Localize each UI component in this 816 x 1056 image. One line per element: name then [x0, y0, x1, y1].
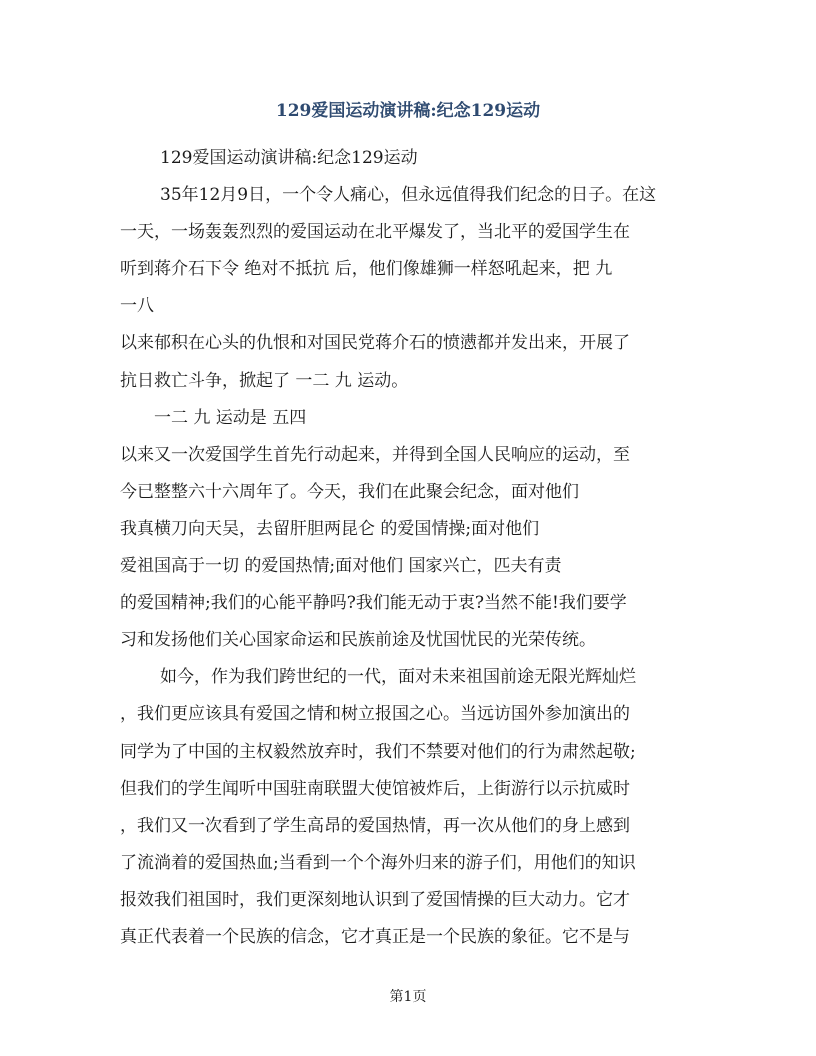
body-line: 了流淌着的爱国热血;当看到一个个海外归来的游子们，用他们的知识: [120, 852, 636, 873]
body-line: 35年12月9日，一个令人痛心，但永远值得我们纪念的日子。在这: [160, 185, 657, 206]
page-number: 第1页: [389, 989, 427, 1005]
body-line: 一天，一场轰轰烈烈的爱国运动在北平爆发了，当北平的爱国学生在: [120, 222, 630, 243]
body-line: ，我们又一次看到了学生高昂的爱国热情，再一次从他们的身上感到: [120, 815, 630, 836]
body-line: 报效我们祖国时，我们更深刻地认识到了爱国情操的巨大动力。它才: [120, 889, 630, 910]
body-line: 一八: [120, 296, 154, 317]
body-line: 以来又一次爱国学生首先行动起来，并得到全国人民响应的运动，至: [120, 444, 630, 465]
body-line: 以来郁积在心头的仇恨和对国民党蒋介石的愤懑都并发出来，开展了: [120, 333, 630, 354]
body-line: 如今，作为我们跨世纪的一代，面对未来祖国前途无限光辉灿烂: [160, 667, 636, 688]
body-line: 习和发扬他们关心国家命运和民族前途及忧国忧民的光荣传统。: [120, 630, 596, 651]
body-line: 129爱国运动演讲稿:纪念129运动: [160, 148, 418, 168]
body-line: 听到蒋介石下令 绝对不抵抗 后，他们像雄狮一样怒吼起来，把 九: [120, 259, 613, 280]
body-line: ，我们更应该具有爱国之情和树立报国之心。当远访国外参加演出的: [120, 704, 630, 725]
body-line: 真正代表着一个民族的信念，它才真正是一个民族的象征。它不是与: [120, 926, 630, 947]
body-line: 我真横刀向天吴，去留肝胆两昆仑 的爱国情操;面对他们: [120, 518, 540, 539]
body-line: 同学为了中国的主权毅然放弃时，我们不禁要对他们的行为肃然起敬;: [120, 741, 636, 762]
body-line: 今已整整六十六周年了。今天，我们在此聚会纪念，面对他们: [120, 481, 579, 502]
body-line: 的爱国精神;我们的心能平静吗?我们能无动于衷?当然不能!我们要学: [120, 593, 627, 614]
body-line: 爱祖国高于一切 的爱国热情;面对他们 国家兴亡，匹夫有责: [120, 556, 562, 577]
body-line: 但我们的学生闻听中国驻南联盟大使馆被炸后，上街游行以示抗威时: [120, 778, 630, 799]
body-line: 抗日救亡斗争，掀起了 一二 九 运动。: [120, 370, 409, 391]
document-body: [120, 140, 696, 956]
body-line: 一二 九 运动是 五四: [154, 407, 307, 428]
document-title: 129爱国运动演讲稿:纪念129运动: [275, 101, 541, 121]
